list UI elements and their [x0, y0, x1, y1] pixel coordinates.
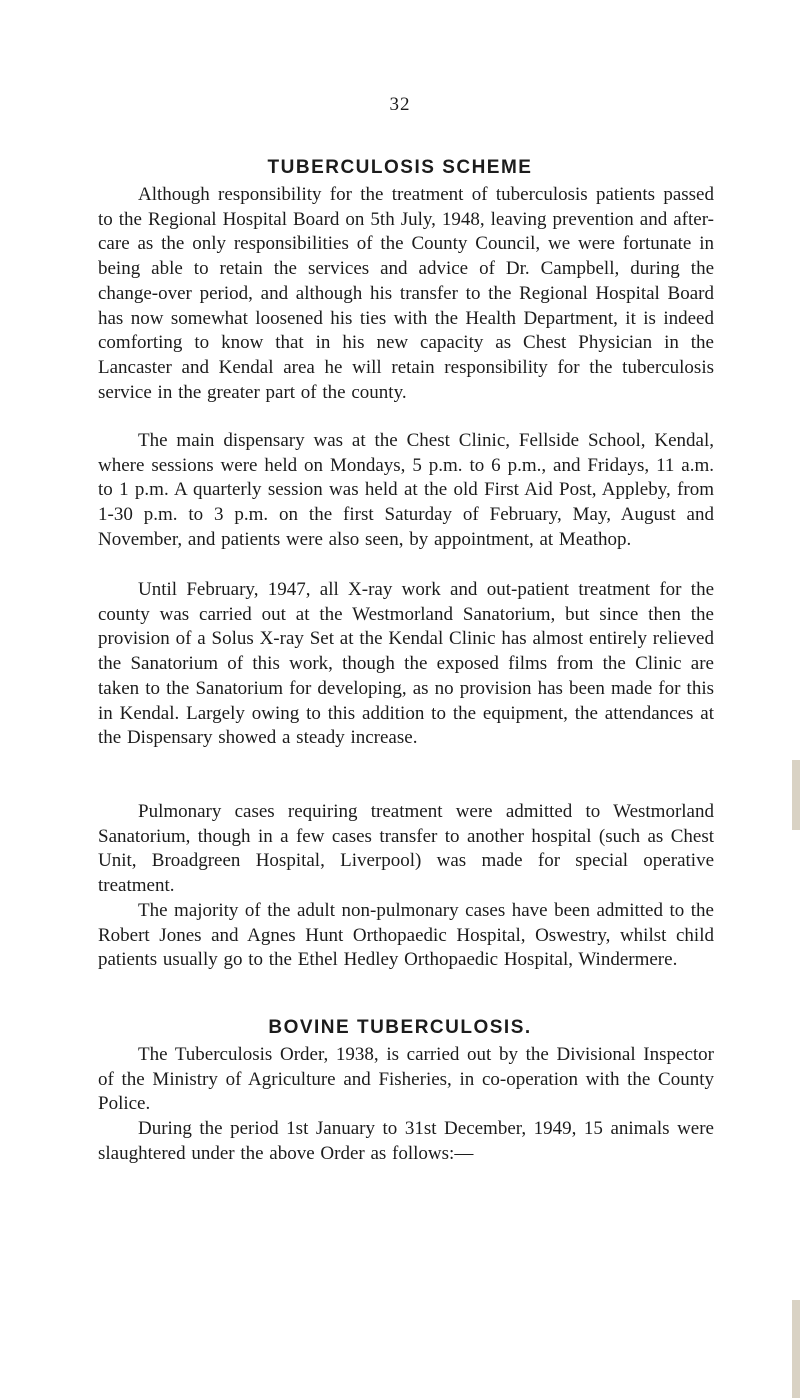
page-edge-shadow: [792, 760, 800, 830]
section-heading-tuberculosis-scheme: TUBERCULOSIS SCHEME: [267, 157, 533, 178]
paragraph-pulmonary-cases: Pulmonary cases requiring treatment were admitted to Westmorland Sanatorium, though in a few cases transfer to another hospital (such as Chest Unit, Broadgreen Hospital, Liverpool) was made for special operative treatment.: [98, 801, 714, 897]
section-heading-bovine-tuberculosis: BOVINE TUBERCULOSIS.: [268, 1017, 532, 1038]
paragraph-responsibility: Although responsibility for the treatment of tuberculosis patients passed to the Regional Hospital Board on 5th July, 1948, leaving prevention and after-care as the only responsibilities of the County Council, we were fortunate in being able to retain the services and advice of Dr. Campbell, during the change-over period, and although his transfer to the Regional Hospital Board has now somewhat loosened his ties with the Health Department, it is indeed comforting to know that in his new capacity as Chest Physician in the Lancaster and Kendal area he will retain responsibility for the tuberculosis service in the greater part of the county.: [98, 184, 714, 403]
paragraph-dispensary: The main dispensary was at the Chest Clinic, Fellside School, Kendal, where sessions were held on Mondays, 5 p.m. to 6 p.m., and Fridays, 11 a.m. to 1 p.m. A quarterly session was held at the old First Aid Post, Appleby, from 1-30 p.m. to 3 p.m. on the first Saturday of February, May, August and November, and patients were also seen, by appointment, at Meathop.: [98, 430, 714, 550]
page-number: 32: [389, 94, 411, 115]
paragraph-x-ray: Until February, 1947, all X-ray work and out-patient treatment for the county was carried out at the Westmorland Sanatorium, but since then the provision of a Solus X-ray Set at the Kendal Clinic has almost entirely relieved the Sanatorium of this work, though the exposed films from the Clinic are taken to the Sanatorium for developing, as no provision has been made for this in Kendal. Largely owing to this addition to the equipment, the attendances at the Dispensary showed a steady increase.: [98, 579, 714, 749]
paragraph-tuberculosis-order: The Tuberculosis Order, 1938, is carried out by the Divisional Inspector of the Ministry of Agriculture and Fisheries, in co-operation with the County Police.: [98, 1044, 714, 1115]
page-edge-shadow: [792, 1300, 800, 1398]
paragraph-non-pulmonary-cases: The majority of the adult non-pulmonary cases have been admitted to the Robert Jones and Agnes Hunt Orthopaedic Hospital, Oswestry, whilst child patients usually go to the Ethel Hedley Orthopaedic Hospital, Windermere.: [98, 900, 714, 971]
paragraph-animals-slaughtered: During the period 1st January to 31st December, 1949, 15 animals were slaughtered under the above Order as follows:—: [98, 1118, 714, 1164]
